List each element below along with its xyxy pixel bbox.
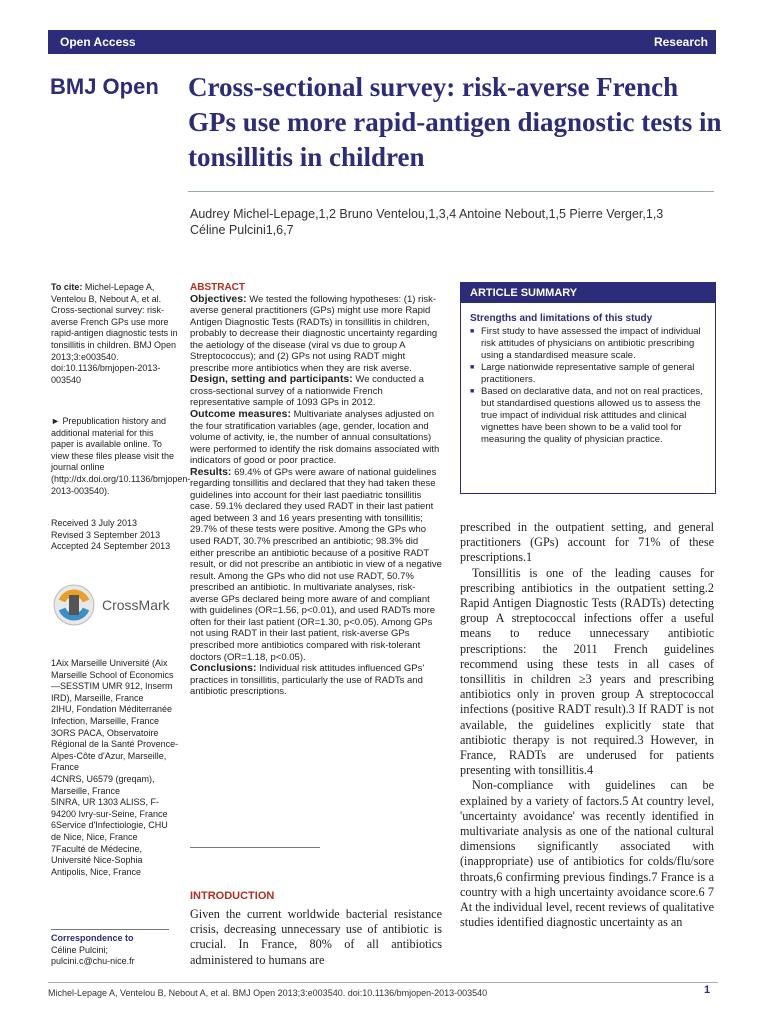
cite-text: Michel-Lepage A, Ventelou B, Nebout A, et al. Cross-sectional survey: risk-averse French GPs use more rapid-antigen diagnostic tests in tonsillitis in children. BMJ Open 2013;3:e003540. doi:10.1136/bmjopen-2013-003540 — [51, 282, 178, 385]
article-title: Cross-sectional survey: risk-averse French GPs use more rapid-antigen diagnostic tests in tonsillitis in children — [188, 72, 722, 172]
summary-item: ■ Based on declarative data, and not on real practices, but standardised questions allowed us to assess the true impact of individual risk attitudes and clinical vignettes have been shown to be a valid tool for measuring the quality of physician practice. — [470, 386, 707, 446]
prepub-note — [51, 416, 191, 497]
abstract-design: Design, setting and participants: We conducted a cross-sectional survey of a nationwide French representative sample of 1093 GPs in 2012. — [190, 373, 424, 409]
authors-line-1: Audrey Michel-Lepage,1,2 Bruno Ventelou,1,3,4 Antoine Nebout,1,5 Pierre Verger,1,3 — [190, 207, 664, 221]
crossmark-icon — [52, 583, 96, 627]
footer-citation: Michel-Lepage A, Ventelou B, Nebout A, et al. BMJ Open 2013;3:e003540. doi:10.1136/bmjopen-2013-003540 — [48, 988, 488, 998]
crossmark-badge[interactable] — [52, 583, 170, 632]
introduction-text: Given the current worldwide bacterial resistance crisis, decreasing unnecessary use of antibiotic is crucial. In France, 80% of all antibiotics administered to humans are — [190, 907, 442, 967]
top-bar — [48, 30, 716, 54]
abstract-heading: ABSTRACT — [190, 282, 245, 293]
abstract-outcome: Outcome measures: Multivariate analyses adjusted on the four stratification variables (age, gender, location and volume of activity, ie, the number of annual consultations) were performed to identify the risk domains associated with indicators of good or poor practice. — [190, 408, 440, 467]
abstract-results: Results: 69.4% of GPs were aware of national guidelines regarding tonsillitis and declared that they had taken these guidelines into account for their last paediatric tonsillitis case. 59.1% declared they used RADT in their last patient aged between 3 and 16 years presenting with tonsillitis; 29.7% of these tests were positive. Among the GPs who used RADT, 30.7% prescribed an antibiotic; 98.3% did either prescribe an antibiotic because of a positive RADT result, or did not prescribe an antibiotic in view of a negative result. Among the GPs who did not use RADT, 50.7% prescribed an antibiotic. In multivariate analyses, risk-averse GPs declared being more aware of and compliant with guidelines (OR=1.56, p<0.01), and used RADTs more often for their last patient (OR=1.30, p<0.05). Among GPs not using RADT in their last patient, risk-averse GPs prescribed more antibiotics compared with risk-tolerant doctors (OR=1.18, p<0.05). — [190, 465, 442, 663]
cite-label: To cite: — [51, 282, 83, 292]
body-paragraph: Non-compliance with guidelines can be explained by a variety of factors.5 At country level, 'uncertainty avoidance' was recently identified in multivariate analysis as one of the national cultural dimensions significantly associated with (inappropriate) use of antibiotics for colds/flu/sore throats,6 confirming previous findings.7 France is a country with a high uncertainty avoidance score.6 7 At the individual level, recent reviews of qualitative studies identified diagnostic uncertainty as an — [460, 778, 714, 930]
footer-divider — [48, 982, 718, 983]
correspondence-label: Correspondence to — [51, 933, 134, 943]
abstract-divider — [190, 847, 320, 848]
crossmark-label: CrossMark — [102, 597, 170, 613]
correspondence-name: Céline Pulcini; — [51, 944, 109, 955]
arrow-icon: ► — [51, 416, 60, 426]
open-access-label: Open Access — [60, 35, 136, 49]
authors-line-2: Céline Pulcini1,6,7 — [190, 223, 294, 237]
author-list — [190, 206, 718, 238]
summary-list — [461, 326, 715, 446]
page-number: 1 — [704, 984, 711, 996]
affiliations: 1Aix Marseille Université (Aix Marseille School of Economics—SESSTIM UMR 912, Inserm IRD), Marseille, France 2IHU, Fondation Méditerranée Infection, Marseille, France 3ORS PACA, Observatoire Régional de la Santé Provence-Alpes-Côte d'Azur, Marseille, France 4CNRS, U6579 (greqam), Marseille, France 5INRA, UR 1303 ALISS, F-94200 Ivry-sur-Seine, France 6Service d'Infectiologie, CHU de Nice, Nice, France 7Faculté de Médecine, Université Nice-Sophia Antipolis, Nice, France — [51, 658, 179, 877]
accepted-date: Accepted 24 September 2013 — [51, 541, 171, 552]
introduction-heading: INTRODUCTION — [190, 890, 275, 902]
left-divider — [51, 929, 169, 930]
title-divider — [188, 191, 714, 192]
article-summary-box — [460, 282, 716, 494]
summary-item: ■ First study to have assessed the impact of individual risk attitudes of physicians on antibiotic prescribing using a standardised measure scale. — [470, 326, 707, 362]
dates-block — [51, 518, 179, 553]
correspondence — [51, 933, 179, 968]
cite-block — [51, 282, 179, 386]
revised-date: Revised 3 September 2013 — [51, 529, 161, 540]
abstract-objectives: Objectives: We tested the following hypotheses: (1) risk-averse general practitioners (GPs) might use more Rapid Antigen Diagnostic Tests (RADTs) in tonsillitis in children, probably to decrease their diagnostic uncertainty regarding the aetiology of the disease (viral vs due to group A Streptococcus); and (2) GPs not using RADT might prescribe more antibiotics when they are risk averse. — [190, 292, 438, 374]
summary-item: ■ Large nationwide representative sample of general practitioners. — [470, 362, 707, 386]
body-paragraph: prescribed in the outpatient setting, and general practitioners (GPs) account for 71% of these prescriptions.1 — [460, 520, 714, 565]
body-right-column — [460, 520, 714, 972]
prepub-text: Prepublication history and additional material for this paper is available online. To view these files please visit the journal online (http://dx.doi.org/10.1136/bmjopen-2013-003540). — [51, 416, 191, 496]
summary-heading: ARTICLE SUMMARY — [461, 283, 715, 303]
abstract — [190, 282, 442, 698]
article-type-label: Research — [653, 35, 708, 49]
correspondence-email[interactable]: pulcini.c@chu-nice.fr — [51, 956, 135, 967]
received-date: Received 3 July 2013 — [51, 518, 138, 528]
body-paragraph: Tonsillitis is one of the leading causes for prescribing antibiotics in the outpatient setting.2 Rapid Antigen Diagnostic Tests (RADTs) detecting group A streptococcal infections offer a useful means to reduce unnecessary antibiotic prescriptions: the 2011 French guidelines recommend using these tests in all cases of tonsillitis in children ≥3 years and prescribing antibiotics only in proven group A streptococcal infections (positive RADT result).3 If RADT is not available, the guidelines explicitly state that antibiotic therapy is not required.3 However, in France, RADTs are underused for patients presenting with tonsillitis.4 — [460, 565, 714, 778]
abstract-conclusions: Conclusions: Individual risk attitudes influenced GPs' practices in tonsillitis, particularly the use of RADTs and antibiotic prescriptions. — [190, 662, 425, 698]
summary-subheading: Strengths and limitations of this study — [470, 313, 653, 324]
journal-logo: BMJ Open — [50, 74, 159, 99]
